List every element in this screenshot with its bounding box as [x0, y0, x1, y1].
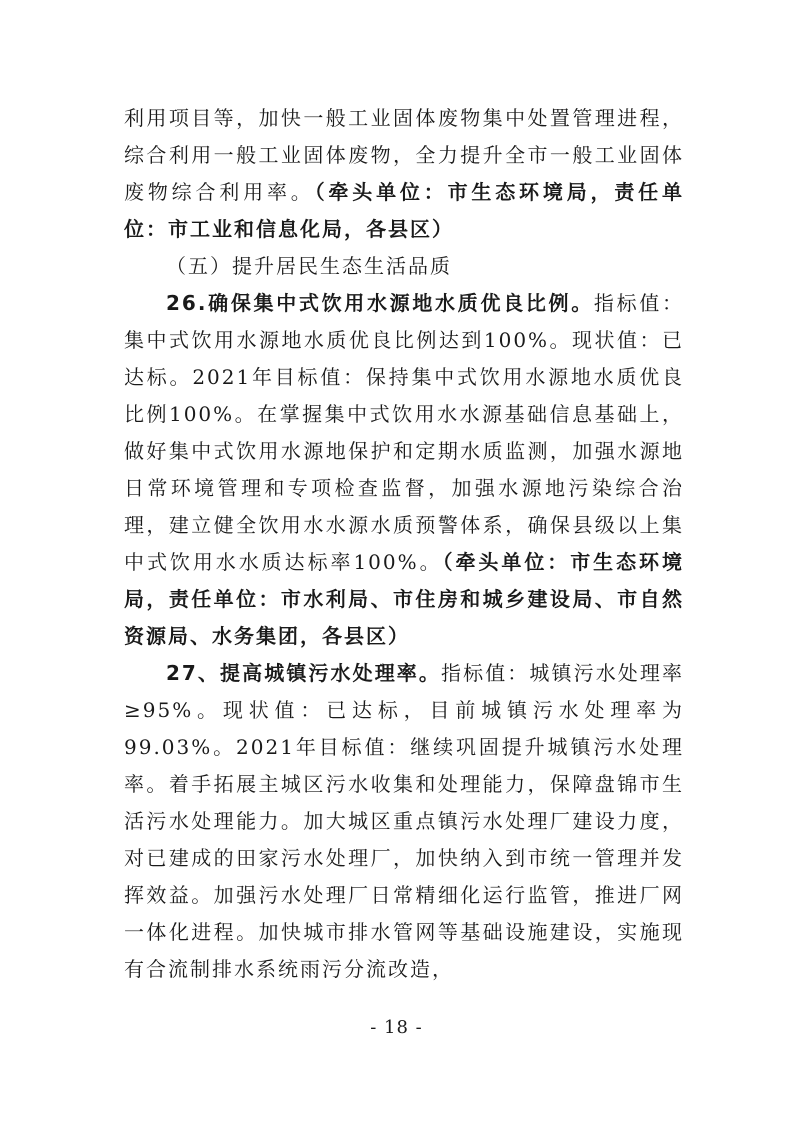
- paragraph-26-text: 指标值：集中式饮用水源地水质优良比例达到100%。现状值：已达标。2021年目标值：保持集中式饮用水源地水质优良比例100%。在掌握集中式饮用水水源基础信息基础上，做好集中式饮用水源地保护和定期水质监测，加强水源地日常环境管理和专项检查监督，加强水源地污染综合治理，建立健全饮用水水源水质预警体系，确保县级以上集中式饮用水水质达标率100%。: [124, 291, 685, 574]
- page-number: - 18 -: [370, 1017, 423, 1038]
- section-heading: （五）提升居民生态生活品质: [166, 254, 452, 278]
- paragraph-1-text: 利用项目等，加快一般工业固体废物集中处置管理进程，综合利用一般工业固体废物，全力提升全市一般工业固体废物综合利用率。: [124, 106, 684, 204]
- paragraph-27-text: 指标值：城镇污水处理率≥95%。现状值：已达标，目前城镇污水处理率为99.03%。2021年目标值：继续巩固提升城镇污水处理率。着手拓展主城区污水收集和处理能力，保障盘锦市生活污水处理能力。加大城区重点镇污水处理厂建设力度，对已建成的田家污水处理厂，加快纳入到市统一管理并发挥效益。加强污水处理厂日常精细化运行监管，推进厂网一体化进程。加快城市排水管网等基础设施建设，实施现有合流制排水系统雨污分流改造，: [124, 661, 684, 981]
- document-body: [124, 100, 684, 988]
- paragraph-26-responsibility: （牵头单位：市生态环境局，责任单位：市水利局、市住房和城乡建设局、市自然资源局、水务集团，各县区）: [124, 550, 684, 648]
- paragraph-26: [124, 285, 684, 655]
- paragraph-27-title: 27、提高城镇污水处理率。: [166, 661, 442, 685]
- paragraph-26-title: 26.确保集中式饮用水源地水质优良比例。: [166, 291, 594, 315]
- paragraph-1: [124, 100, 684, 248]
- paragraph-1-responsibility: （牵头单位：市生态环境局，责任单位：市工业和信息化局，各县区）: [124, 180, 685, 241]
- paragraph-27: [124, 655, 684, 988]
